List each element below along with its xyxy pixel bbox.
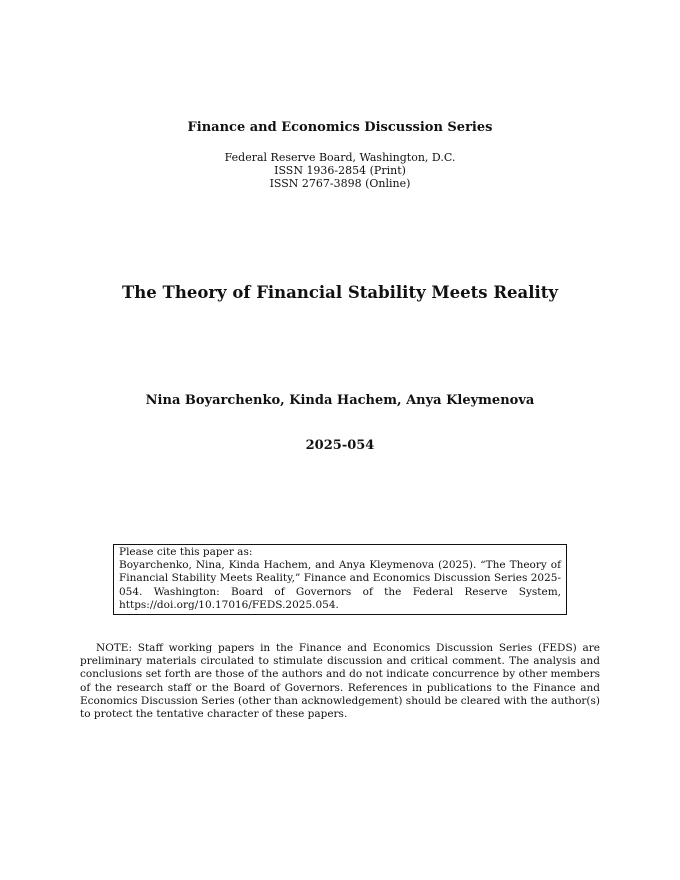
- disclaimer-note: NOTE: Staff working papers in the Finance and Economics Discussion Series (FEDS) are preliminary materials circulated to stimulate discussion and critical comment. The analysis and conclusions set forth are those of the authors and do not indicate concurrence by other members of the research staff or the Board of Governors. References in publications to the Finance and Economics Discussion Series (other than acknowledgement) should be cleared with the author(s) to protect the tentative character of these papers.: [80, 642, 600, 721]
- paper-authors: Nina Boyarchenko, Kinda Hachem, Anya Kleymenova: [145, 393, 535, 408]
- issn-print: ISSN 1936-2854 (Print): [274, 164, 406, 177]
- paper-title: The Theory of Financial Stability Meets Reality: [122, 283, 558, 302]
- series-title: Finance and Economics Discussion Series: [187, 120, 493, 135]
- publication-info: [0, 151, 680, 190]
- publisher-line: Federal Reserve Board, Washington, D.C.: [224, 151, 456, 164]
- citation-heading: Please cite this paper as:: [119, 546, 253, 558]
- paper-number: 2025-054: [305, 438, 375, 453]
- issn-online: ISSN 2767-3898 (Online): [269, 177, 411, 190]
- citation-box: [113, 544, 567, 615]
- citation-text: Boyarchenko, Nina, Kinda Hachem, and Anya Kleymenova (2025). “The Theory of Financial Stability Meets Reality,” Finance and Economics Discussion Series 2025-054. Washington: Board of Governors of the Federal Reserve System, https://doi.org/10.17016/FEDS.2025.054.: [119, 559, 561, 611]
